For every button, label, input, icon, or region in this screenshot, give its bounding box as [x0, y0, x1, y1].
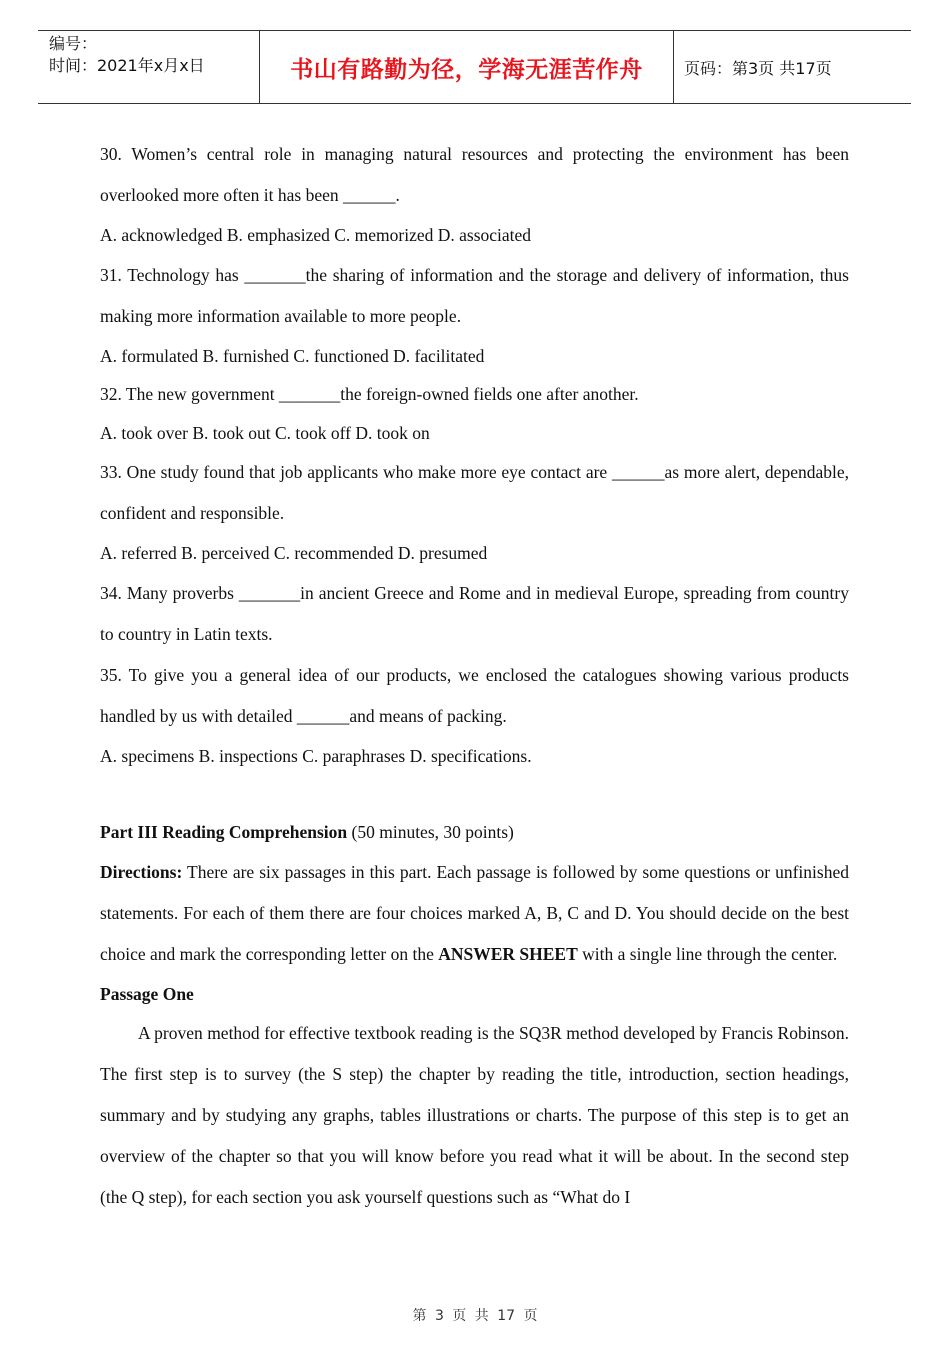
- question-32-stem: 32. The new government _______the foreign-owned fields one after another.: [100, 384, 639, 404]
- question-32-options: A. took over B. took out C. took off D. took on: [100, 422, 430, 443]
- passage-one-title-text: Passage One: [100, 983, 194, 1004]
- header-page-info: 页码：第3页 共17页: [684, 59, 832, 78]
- time-label: 时间：2021年x月x日: [49, 56, 205, 75]
- header-motto: 书山有路勤为径，学海无涯苦作舟: [260, 31, 674, 104]
- passage-one-text: A proven method for effective textbook reading is the SQ3R method developed by Francis Robinson. The first step is to survey (the S step) the chapter by reading the title, introduction, section headings, summary and by studying any graphs, tables illustrations or charts. The purpose of this step is to get an overview of the chapter so that you will know before you read what it will be about. In the second step (the Q step), for each section you ask yourself questions such as “What do I: [100, 1023, 849, 1207]
- header-meta: [38, 31, 260, 104]
- question-33-options: A. referred B. perceived C. recommended D. presumed: [100, 543, 488, 563]
- passage-one-title: [100, 975, 849, 1014]
- question-31-stem: 31. Technology has _______the sharing of information and the storage and delivery of information, thus making more information available to more people.: [100, 264, 849, 326]
- directions-text-2: with a single line through the center.: [577, 943, 838, 964]
- directions-paragraph: [100, 852, 849, 975]
- part-3-title-note: (50 minutes, 30 points): [347, 822, 514, 842]
- question-35-stem: 35. To give you a general idea of our products, we enclosed the catalogues showing various products handled by us with detailed ______and means of packing.: [100, 664, 849, 726]
- page-header: [38, 30, 911, 104]
- question-35-options: A. specimens B. inspections C. paraphrases D. specifications.: [100, 745, 532, 766]
- page-footer: 第 3 页 共 17 页: [412, 1308, 538, 1324]
- part-3-heading: [100, 813, 849, 852]
- section-spacer: [100, 775, 849, 813]
- question-31-options: A. formulated B. furnished C. functioned D. facilitated: [100, 345, 485, 366]
- directions-label: Directions:: [100, 861, 183, 882]
- question-34-stem: 34. Many proverbs _______in ancient Greece and Rome and in medieval Europe, spreading from country to country in Latin texts.: [100, 582, 849, 644]
- question-30-stem: 30. Women’s central role in managing natural resources and protecting the environment has been overlooked more often it has been ______.: [100, 144, 849, 205]
- question-33-stem: 33. One study found that job applicants who make more eye contact are ______as more alert, dependable, confident and responsible.: [100, 462, 849, 523]
- directions-text-1: There are six passages in this part. Each passage is followed by some questions or unfinished statements. For each of them there are four choices marked A, B, C and D. You should decide on the best choice and mark the corresponding letter on the: [100, 861, 849, 964]
- document-body: [100, 134, 849, 1218]
- part-3-title: Part III Reading Comprehension: [100, 822, 348, 842]
- number-label: 编号：: [49, 34, 98, 53]
- answer-sheet-label: ANSWER SHEET: [438, 943, 578, 964]
- question-30-options: A. acknowledged B. emphasized C. memorized D. associated: [100, 225, 532, 245]
